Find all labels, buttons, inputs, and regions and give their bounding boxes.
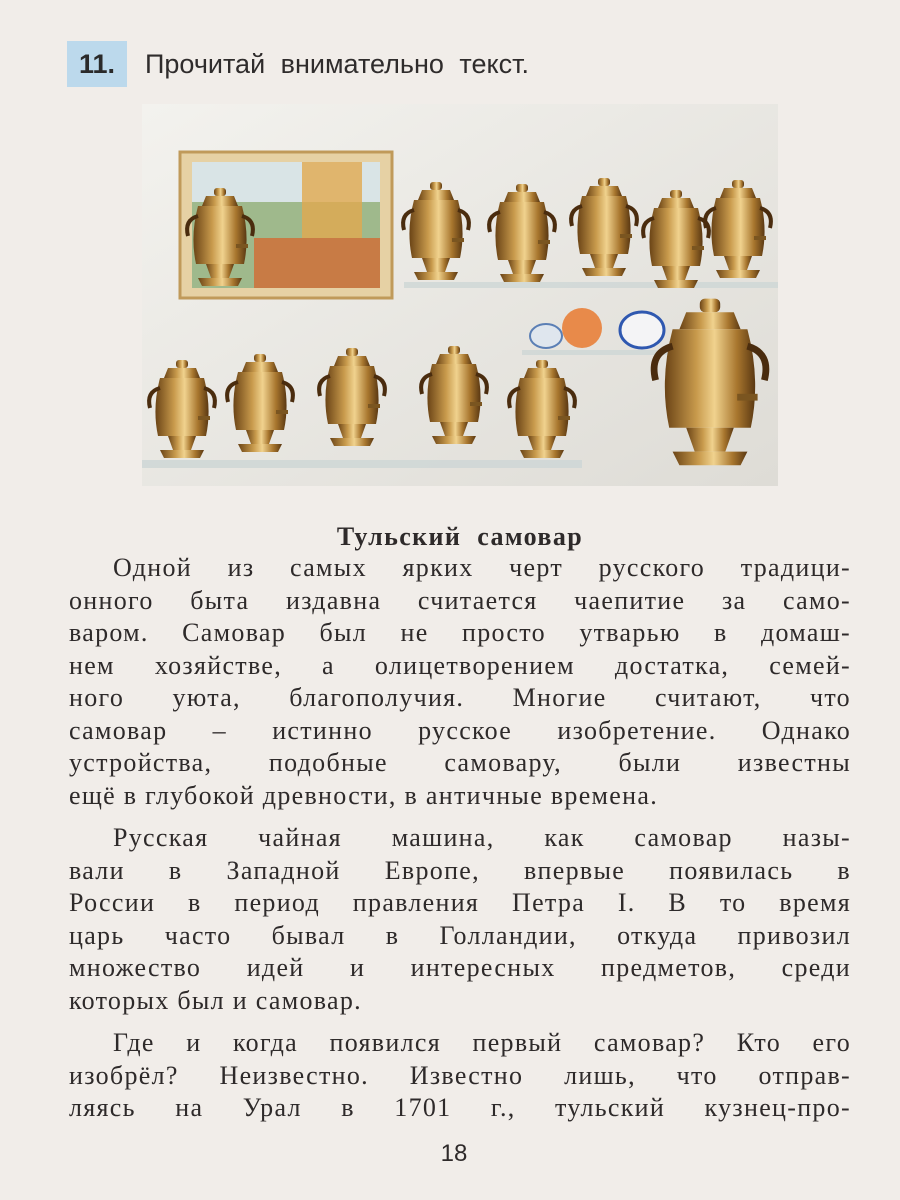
text-line: Одной из самых ярких черт русского традици- [113, 553, 851, 582]
text-line: изобрёл? Неизвестно. Известно лишь, что отправ- [69, 1060, 851, 1090]
text-line: царь часто бывал в Голландии, откуда привозил [69, 920, 851, 950]
text-line: которых был и самовар. [69, 985, 362, 1015]
text-line: Русская чайная машина, как самовар назы- [113, 823, 851, 852]
text-line: вали в Западной Европе, впервые появилась в [69, 855, 851, 885]
text-line: Где и когда появился первый самовар? Кто его [113, 1028, 851, 1057]
task-header [67, 41, 529, 87]
task-number: 11. [67, 41, 127, 87]
samovar-illustration [142, 104, 778, 486]
text-line: ного уюта, благополучия. Многие считают, что [69, 683, 851, 712]
task-instruction: Прочитай внимательно текст. [145, 48, 529, 79]
text-line: России в период правления Петра I. В то время [69, 888, 851, 917]
text-line: ляясь на Урал в 1701 г., тульский кузнец-про- [69, 1093, 851, 1122]
text-line: онного быта издавна считается чаепитие за само- [69, 585, 851, 615]
text-line: ещё в глубокой древности, в античные времена. [69, 780, 658, 810]
paragraph [69, 552, 851, 812]
page-number: 18 [440, 1140, 468, 1167]
paragraph [69, 822, 851, 1017]
paragraph [69, 1027, 851, 1125]
text-line: множество идей и интересных предметов, среди [69, 953, 851, 982]
article-body [69, 552, 851, 1125]
text-line: варом. Самовар был не просто утварью в домаш- [69, 618, 851, 647]
article-title: Тульский самовар [336, 522, 584, 551]
samovar-photo [142, 104, 778, 486]
text-line: устройства, подобные самовару, были известны [69, 748, 851, 777]
text-line: самовар – истинно русское изобретение. Однако [69, 715, 851, 745]
text-line: нем хозяйстве, а олицетворением достатка, семей- [69, 650, 851, 680]
